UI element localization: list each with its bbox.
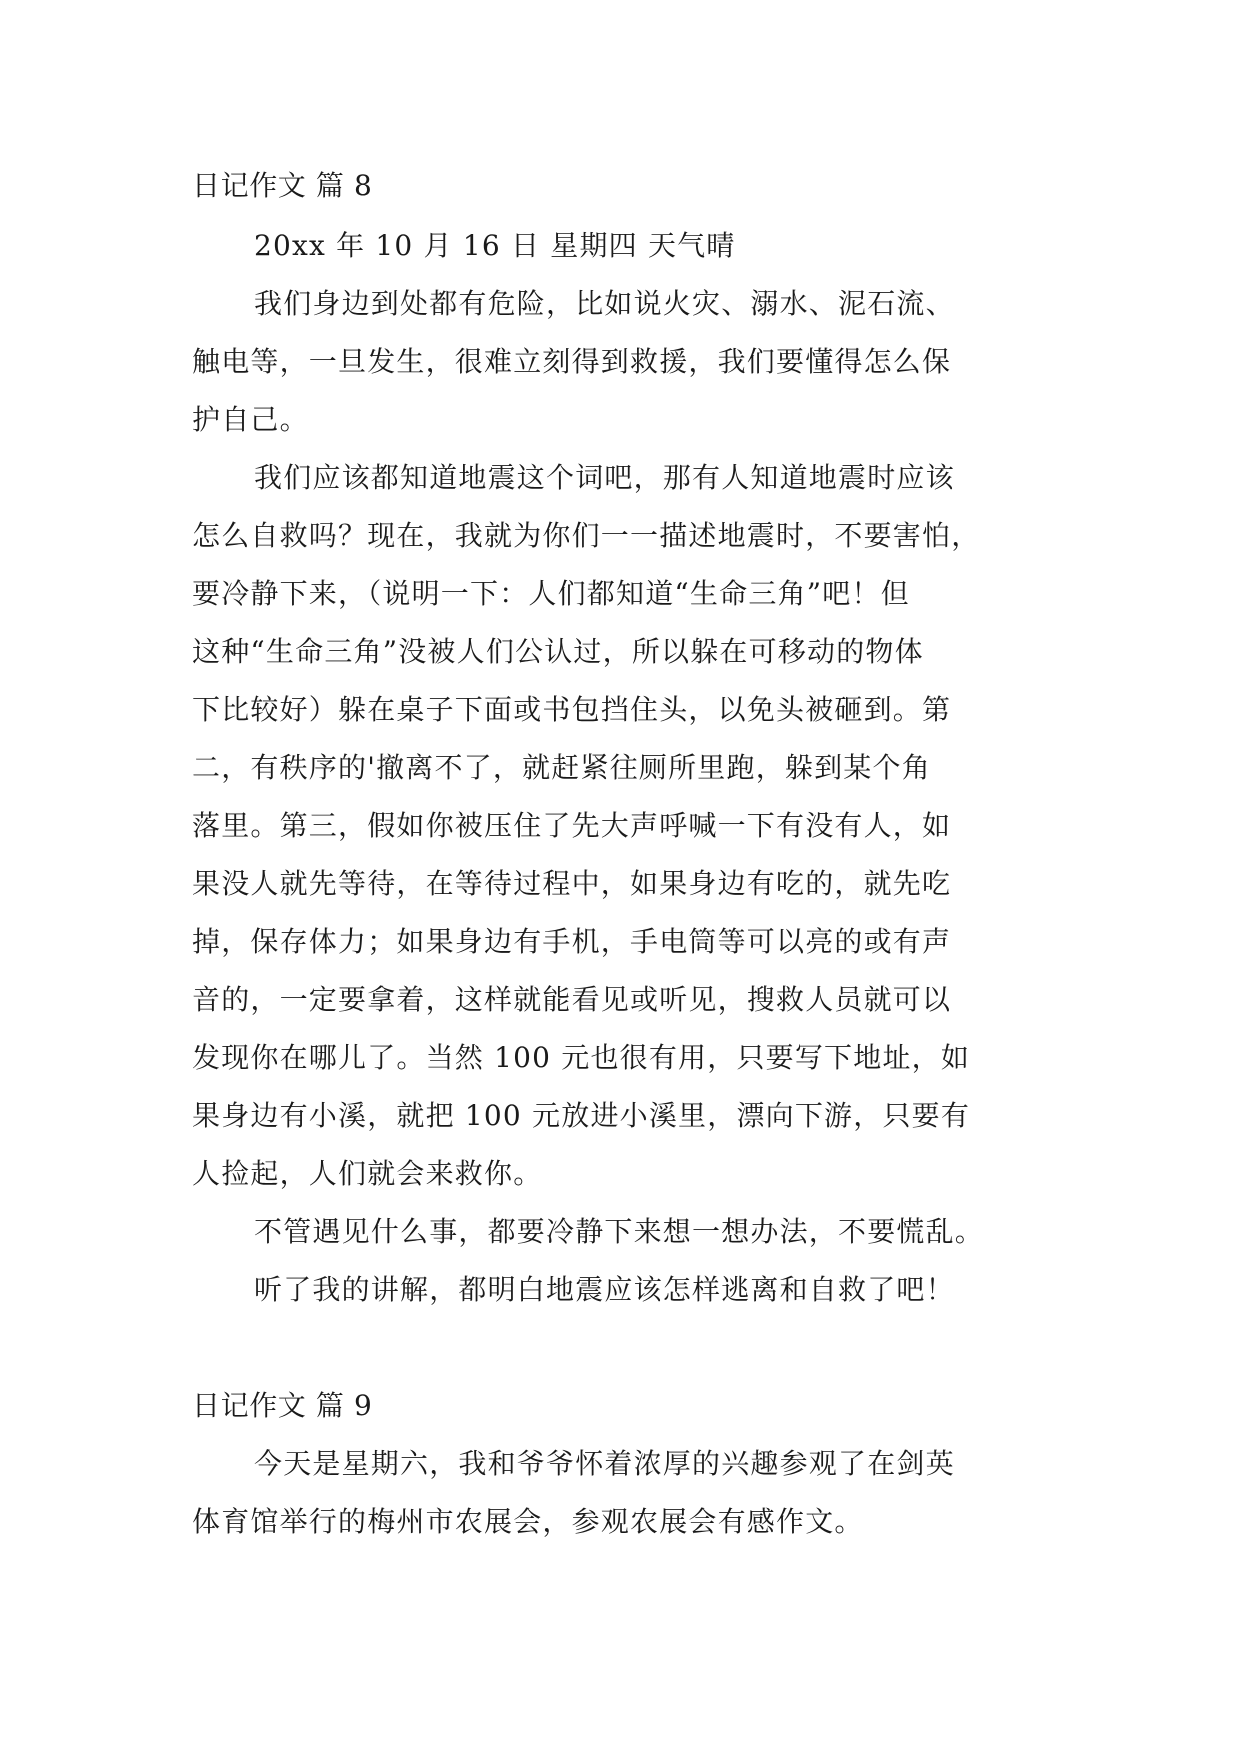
- paragraph-line: 今天是星期六，我和爷爷怀着浓厚的兴趣参观了在剑英: [254, 1447, 955, 1480]
- paragraph-line: 护自己。: [192, 403, 309, 436]
- paragraph-line: 听了我的讲解，都明白地震应该怎样逃离和自救了吧！: [254, 1273, 955, 1306]
- paragraph-line: 果身边有小溪，就把 100 元放进小溪里，漂向下游，只要有: [192, 1099, 971, 1132]
- paragraph-line: 触电等，一旦发生，很难立刻得到救援，我们要懂得怎么保: [192, 345, 952, 378]
- paragraph-line: 我们应该都知道地震这个词吧，那有人知道地震时应该: [254, 461, 955, 494]
- paragraph-line: 落里。第三，假如你被压住了先大声呼喊一下有没有人，如: [192, 809, 952, 842]
- date-line: 20xx 年 10 月 16 日 星期四 天气晴: [254, 229, 736, 262]
- paragraph-line: 音的，一定要拿着，这样就能看见或听见，搜救人员就可以: [192, 983, 952, 1016]
- paragraph-line: 要冷静下来，（说明一下：人们都知道“生命三角”吧！但: [192, 577, 910, 610]
- paragraph-line: 怎么自救吗？现在，我就为你们一一描述地震时，不要害怕，: [192, 519, 981, 552]
- paragraph-line: 不管遇见什么事，都要冷静下来想一想办法，不要慌乱。: [254, 1215, 985, 1248]
- paragraph-line: 二，有秩序的'撤离不了，就赶紧往厕所里跑，躲到某个角: [192, 751, 931, 784]
- paragraph-line: 体育馆举行的梅州市农展会，参观农展会有感作文。: [192, 1505, 864, 1538]
- paragraph-line: 发现你在哪儿了。当然 100 元也很有用，只要写下地址，如: [192, 1041, 971, 1074]
- paragraph-line: 人捡起，人们就会来救你。: [192, 1157, 543, 1190]
- paragraph-line: 果没人就先等待，在等待过程中，如果身边有吃的，就先吃: [192, 867, 952, 900]
- section-heading: 日记作文 篇 9: [192, 1389, 373, 1422]
- section-heading: 日记作文 篇 8: [192, 169, 373, 202]
- paragraph-line: 这种“生命三角”没被人们公认过，所以躲在可移动的物体: [192, 635, 924, 668]
- paragraph-line: 下比较好）躲在桌子下面或书包挡住头，以免头被砸到。第: [192, 693, 952, 726]
- paragraph-line: 掉，保存体力；如果身边有手机，手电筒等可以亮的或有声: [192, 925, 952, 958]
- paragraph-line: 我们身边到处都有危险，比如说火灾、溺水、泥石流、: [254, 287, 955, 320]
